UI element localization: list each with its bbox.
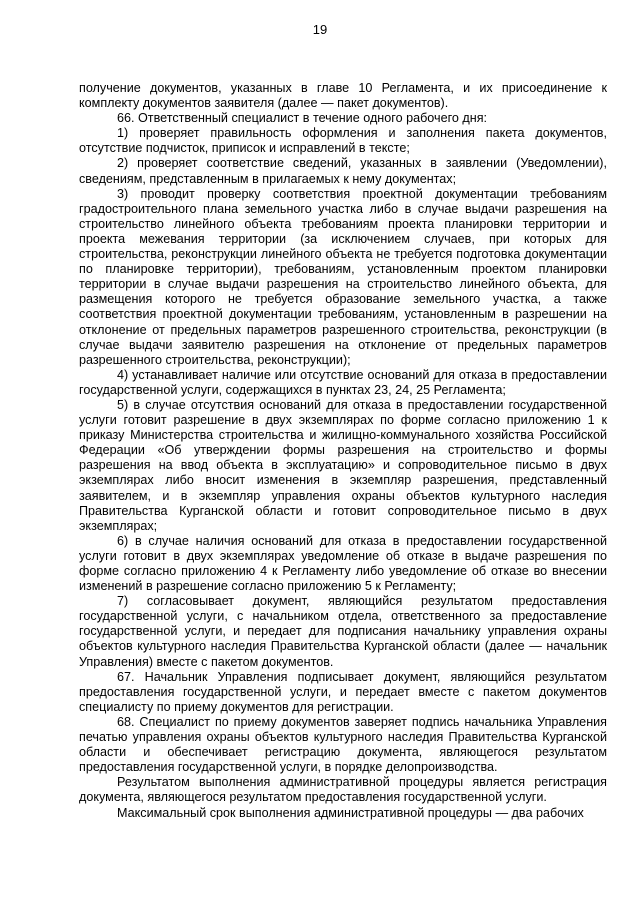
paragraph-subitem-5: 5) в случае отсутствия оснований для отказа в предоставлении государственной услуги готовит разрешение в двух экземплярах по форме согласно приложению 1 к приказу Министерства строительства и жилищно-коммунального хозяйства Российской Федерации «Об утверждении формы разрешения на строительство и формы разрешения на ввод объекта в эксплуатацию» и сопроводительное письмо в двух экземплярах либо вносит изменения в экземпляр разрешения, представленный заявителем, и в экземпляр управления охраны объектов культурного наследия Правительства Курганской области и готовит сопроводительное письмо в двух экземплярах; xyxy=(79,397,607,533)
paragraph-result: Результатом выполнения административной процедуры является регистрация документа, являющегося результатом предоставления государственной услуги. xyxy=(79,775,607,805)
paragraph-max-term: Максимальный срок выполнения административной процедуры — два рабочих xyxy=(117,805,584,820)
paragraph-subitem-7: 7) согласовывает документ, являющийся результатом предоставления государственной услуги, с начальником отдела, ответственного за предоставление государственной услуги, и передает для подписания начальнику управления охраны объектов культурного наследия Правительства Курганской области (далее — начальник Управления) вместе с пакетом документов. xyxy=(79,594,607,669)
paragraph-item-67: 67. Начальник Управления подписывает документ, являющийся результатом предоставления государственной услуги, и передает вместе с пакетом документов специалисту по приему документов для регистрации. xyxy=(79,669,607,714)
paragraph-subitem-2: 2) проверяет соответствие сведений, указанных в заявлении (Уведомлении), сведениям, представленным в прилагаемых к нему документах; xyxy=(79,156,607,186)
paragraph-item-68: 68. Специалист по приему документов заверяет подпись начальника Управления печатью управления охраны объектов культурного наследия Правительства Курганской области и обеспечивает регистрацию документа, являющегося результатом предоставления государственной услуги, в порядке делопроизводства. xyxy=(79,714,607,775)
paragraph-subitem-6: 6) в случае наличия оснований для отказа в предоставлении государственной услуги готовит в двух экземплярах уведомление об отказе в выдаче разрешения по форме согласно приложению 4 к Регламенту либо уведомление об отказе во внесении изменений в разрешение согласно приложению 5 к Регламенту; xyxy=(79,533,607,594)
paragraph-continuation: получение документов, указанных в главе 10 Регламента, и их присоединение к комплекту документов заявителя (далее — пакет документов). xyxy=(79,81,607,111)
document-body xyxy=(79,81,607,821)
page-number: 19 xyxy=(312,22,328,37)
paragraph-subitem-1: 1) проверяет правильность оформления и заполнения пакета документов, отсутствие подчисток, приписок и исправлений в тексте; xyxy=(79,126,607,156)
paragraph-subitem-4: 4) устанавливает наличие или отсутствие оснований для отказа в предоставлении государственной услуги, содержащихся в пунктах 23, 24, 25 Регламента; xyxy=(79,367,607,397)
paragraph-item-66: 66. Ответственный специалист в течение одного рабочего дня: xyxy=(117,111,488,126)
paragraph-subitem-3: 3) проводит проверку соответствия проектной документации требованиям градостроительного плана земельного участка либо в случае выдачи разрешения на строительство линейного объекта требованиям проекта планировки территории и проекта межевания территории (за исключением случаев, при которых для строительства, реконструкции линейного объекта не требуется подготовка документации по планировке территории), требованиям, установленным проектом планировки территории в случае выдачи разрешения на строительство линейного объекта, для размещения которого не требуется образование земельного участка, а также соответствия проектной документации требованиям, установленным в разрешении на отклонение от предельных параметров разрешенного строительства, реконструкции (в случае выдачи заявителю разрешения на отклонение от предельных параметров разрешенного строительства, реконструкции); xyxy=(79,186,607,367)
